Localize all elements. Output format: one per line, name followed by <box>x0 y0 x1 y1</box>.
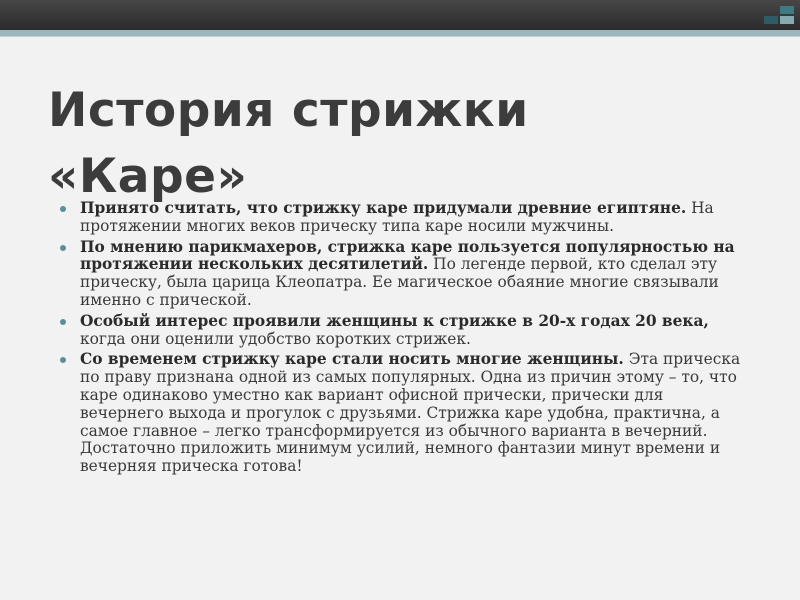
bullet-bold-text: Со временем стрижку каре стали носить многие женщины. <box>80 350 624 369</box>
corner-squares-icon <box>764 6 794 24</box>
top-bar <box>0 0 800 30</box>
bullet-icon <box>60 357 66 363</box>
bullet-icon <box>60 206 66 212</box>
corner-square <box>780 6 794 14</box>
bullet-bold-text: Принято считать, что стрижку каре придумали древние египтяне. <box>80 199 687 217</box>
slide-title-line2: «Каре» <box>48 149 248 204</box>
bullet-icon <box>60 319 66 325</box>
bullet-bold-text: Особый интерес проявили женщины к стрижке в 20-х годах 20 века, <box>80 311 709 330</box>
bullet-text: По легенде первой, кто сделал эту прическу, была царица Клеопатра. Ее магическое обаяние многие связывали именно с прической. <box>80 255 719 309</box>
bullet-text: когда они оценили удобство коротких стрижек. <box>80 329 471 348</box>
slide-content <box>60 200 750 479</box>
bullet-item <box>60 313 750 349</box>
bullet-text: Эта прическа по праву признана одной из самых популярных. Одна из причин этому – то, что каре одинаково уместно как вариант офисной прически, прически для вечернего выхода и прогулок с друзьями. Стрижка каре удобна, практична, а самое главное – легко трансформируется из обычного варианта в вечерний. Достаточно приложить минимум усилий, немного фантазии минут времени и вечерняя прическа готова! <box>80 350 741 476</box>
bullet-list <box>60 200 750 476</box>
bullet-text: На протяжении многих веков прическу типа каре носили мужчины. <box>80 199 714 235</box>
slide-title-line1: История стрижки <box>48 83 529 138</box>
bullet-item <box>60 200 750 236</box>
slide-title <box>48 78 748 210</box>
bullet-icon <box>60 245 66 251</box>
bullet-bold-text: По мнению парикмахеров, стрижка каре пользуется популярностью на протяжении нескольких десятилетий. <box>80 237 735 274</box>
accent-line <box>0 36 800 37</box>
corner-square <box>764 16 778 24</box>
corner-square <box>780 16 794 24</box>
bullet-item <box>60 351 750 476</box>
bullet-item <box>60 239 750 310</box>
